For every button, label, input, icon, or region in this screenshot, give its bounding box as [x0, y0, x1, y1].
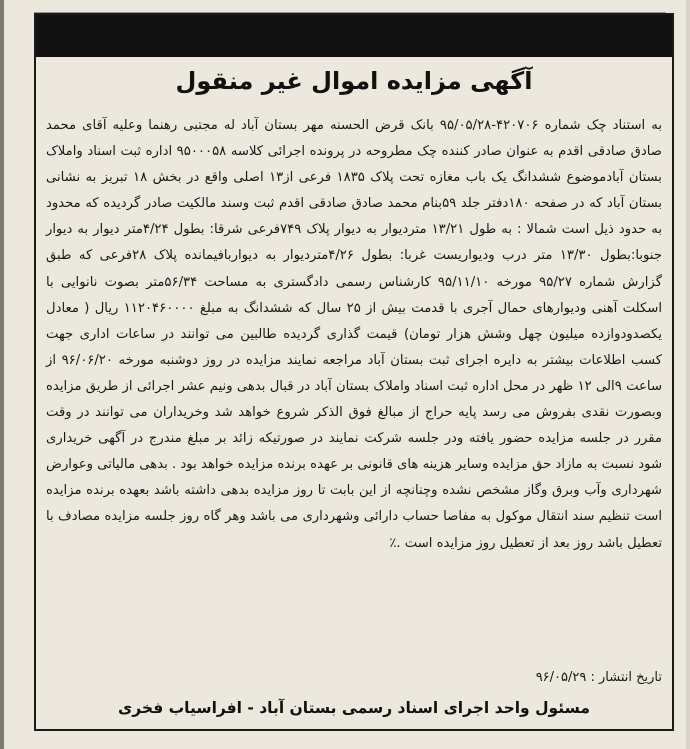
top-rule	[34, 0, 666, 13]
newspaper-page	[4, 0, 686, 749]
header-band	[36, 15, 672, 57]
publish-date: تاریخ انتشار : ۹۶/۰۵/۲۹	[535, 670, 662, 685]
notice-signature: مسئول واحد اجرای اسناد رسمی بستان آباد - افراسیاب فخری	[118, 699, 590, 717]
notice-body: به استناد چک شماره ۴۲۰۷۰۶-۹۵/۰۵/۲۸ بانک قرض الحسنه مهر بستان آباد له مجتبی رهنما وعلیه آقای محمد صادق صادقی اقدم به عنوان صادر کننده چک مطروحه در پرونده اجرائی کلاسه ۹۵۰۰۰۵۸ اداره ثبت اسناد واملاک بستان آبادموضوع ششدانگ یک باب مغازه تحت پلاک ۱۸۳۵ فرعی از۱۳ اصلی واقع در بخش ۱۸ تبریز به نشانی بستان آباد که در صفحه ۱۸۰دفتر جلد ۵۹بنام محمد صادق صادقی اقدم ثبت وسند مالکیت صادر گردیده که محدود به حدود ذیل است شمالا : به طول ۱۳/۲۱ متردیوار به دیوار پلاک ۷۴۹فرعی شرقا: بطول ۴/۲۴متر دیوار به دیوار جنوبا:بطول ۱۳/۳۰ متر درب ودیواریست غربا: بطول ۴/۲۶متردیوار به دیواربافیمانده پلاک ۲۸فرعی که طبق گزارش شماره ۹۵/۲۷ مورخه ۹۵/۱۱/۱۰ کارشناس رسمی دادگستری به مساحت ۵۶/۳۴متر بصوت نانوایی با اسکلت آهنی ودیوارهای حمال آجری با قدمت بیش از ۲۵ سال که ششدانگ به مبلغ ۱۱۲۰۴۶۰۰۰۰ ریال ( معادل یکصدودوازده میلیون چهل وشش هزار تومان) قیمت گذاری گردیده طالبین می توانند در ساعات اداری جهت کسب اطلاعات بیشتر به دایره اجرای ثبت بستان آباد مراجعه نمایند مزایده در روز دوشنبه مورخه ۹۶/۰۶/۲۰ از ساعت ۹الی ۱۲ ظهر در محل اداره ثبت اسناد واملاک بستان آباد در قبال بدهی ونیم عشر اجرائی از طریق مزایده وبصورت نقدی بفروش می رسد پایه حراج از مبالغ فوق الذکر شروع خواهد شد وخریداران می توانند در وقت مقرر در جلسه مزایده حضور یافته ودر جلسه شرکت نمایند در صورتیکه زائد بر مبلغ مندرج در آگهی خریداری شود نسبت به مازاد حق مزایده وسایر هزینه های قانونی بر عهده برنده مزایده خواهد بود . بدهی مالیاتی وعوارض شهرداری وآب وبرق وگاز مشخص نشده وچنانچه از این بابت تا روز مزایده بدهی داشته باشد بعهده برنده مزایده است تنظیم سند انتقال موکول به مفاصا حساب دارائی وشهرداری می باشد وهر گاه روز جلسه مزایده مصادف با تعطیل باشد روز بعد از تعطیل روز مزایده است .٪	[46, 118, 663, 551]
notice-frame	[34, 13, 674, 731]
notice-title: آگهی مزایده اموال غیر منقول	[175, 67, 533, 95]
